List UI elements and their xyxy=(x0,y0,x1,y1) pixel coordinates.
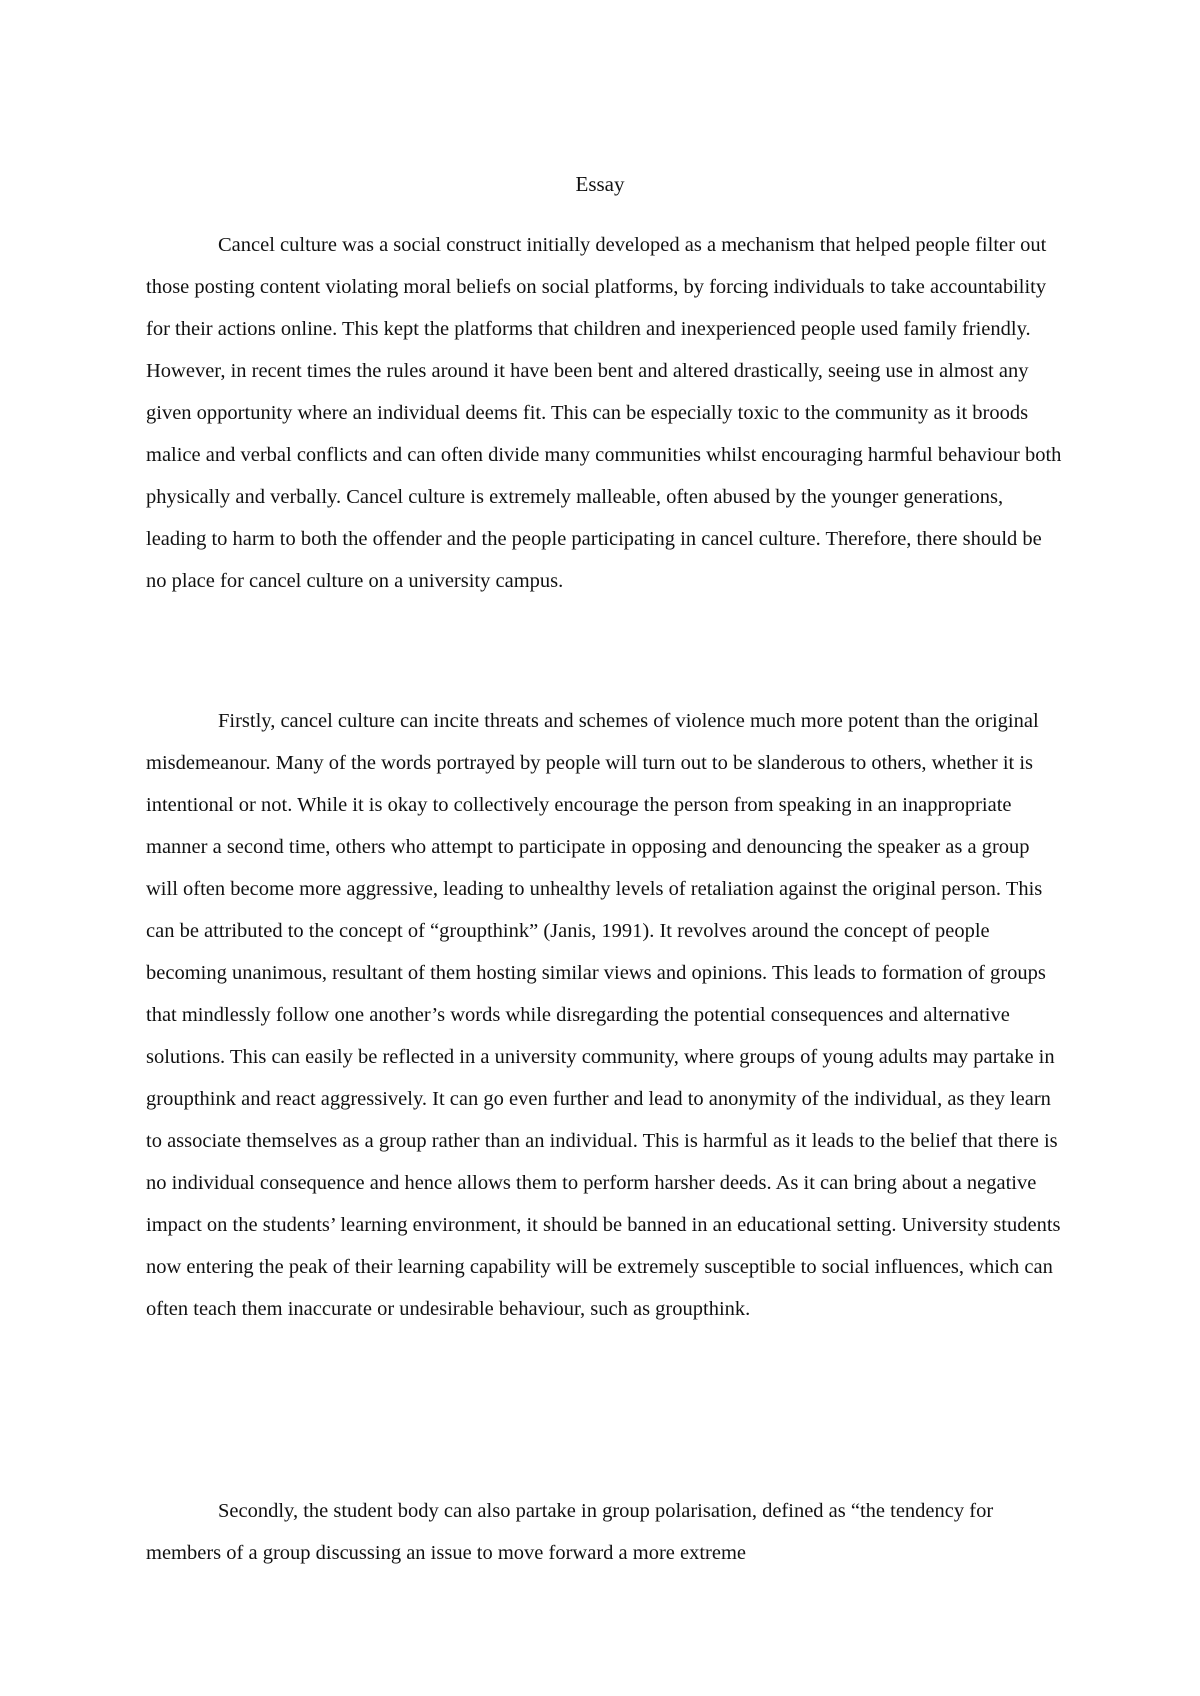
paragraph-secondly: Secondly, the student body can also partake in group polarisation, defined as “the tendency for members of a group discussing an issue to move forward a more extreme xyxy=(146,1500,994,1564)
paragraph-introduction: Cancel culture was a social construct initially developed as a mechanism that helped people filter out those posting content violating moral beliefs on social platforms, by forcing individuals to take accountability for their actions online. This kept the platforms that children and inexperienced people used family friendly. However, in recent times the rules around it have been bent and altered drastically, seeing use in almost any given opportunity where an individual deems fit. This can be especially toxic to the community as it broods malice and verbal conflicts and can often divide many communities whilst encouraging harmful behaviour both physically and verbally. Cancel culture is extremely malleable, often abused by the younger generations, leading to harm to both the offender and the people participating in cancel culture. Therefore, there should be no place for cancel culture on a university campus. xyxy=(146,234,1062,592)
essay-title: Essay xyxy=(575,172,625,196)
paragraph-firstly: Firstly, cancel culture can incite threats and schemes of violence much more potent than the original misdemeanour. Many of the words portrayed by people will turn out to be slanderous to others, whether it is intentional or not. While it is okay to collectively encourage the person from speaking in an inappropriate manner a second time, others who attempt to participate in opposing and denouncing the speaker as a group will often become more aggressive, leading to unhealthy levels of retaliation against the original person. This can be attributed to the concept of “groupthink” (Janis, 1991). It revolves around the concept of people becoming unanimous, resultant of them hosting similar views and opinions. This leads to formation of groups that mindlessly follow one another’s words while disregarding the potential consequences and alternative solutions. This can easily be reflected in a university community, where groups of young adults may partake in groupthink and react aggressively. It can go even further and lead to anonymity of the individual, as they learn to associate themselves as a group rather than an individual. This is harmful as it leads to the belief that there is no individual consequence and hence allows them to perform harsher deeds. As it can bring about a negative impact on the students’ learning environment, it should be banned in an educational setting. University students now entering the peak of their learning capability will be extremely susceptible to social influences, which can often teach them inaccurate or undesirable behaviour, such as groupthink. xyxy=(146,710,1061,1320)
